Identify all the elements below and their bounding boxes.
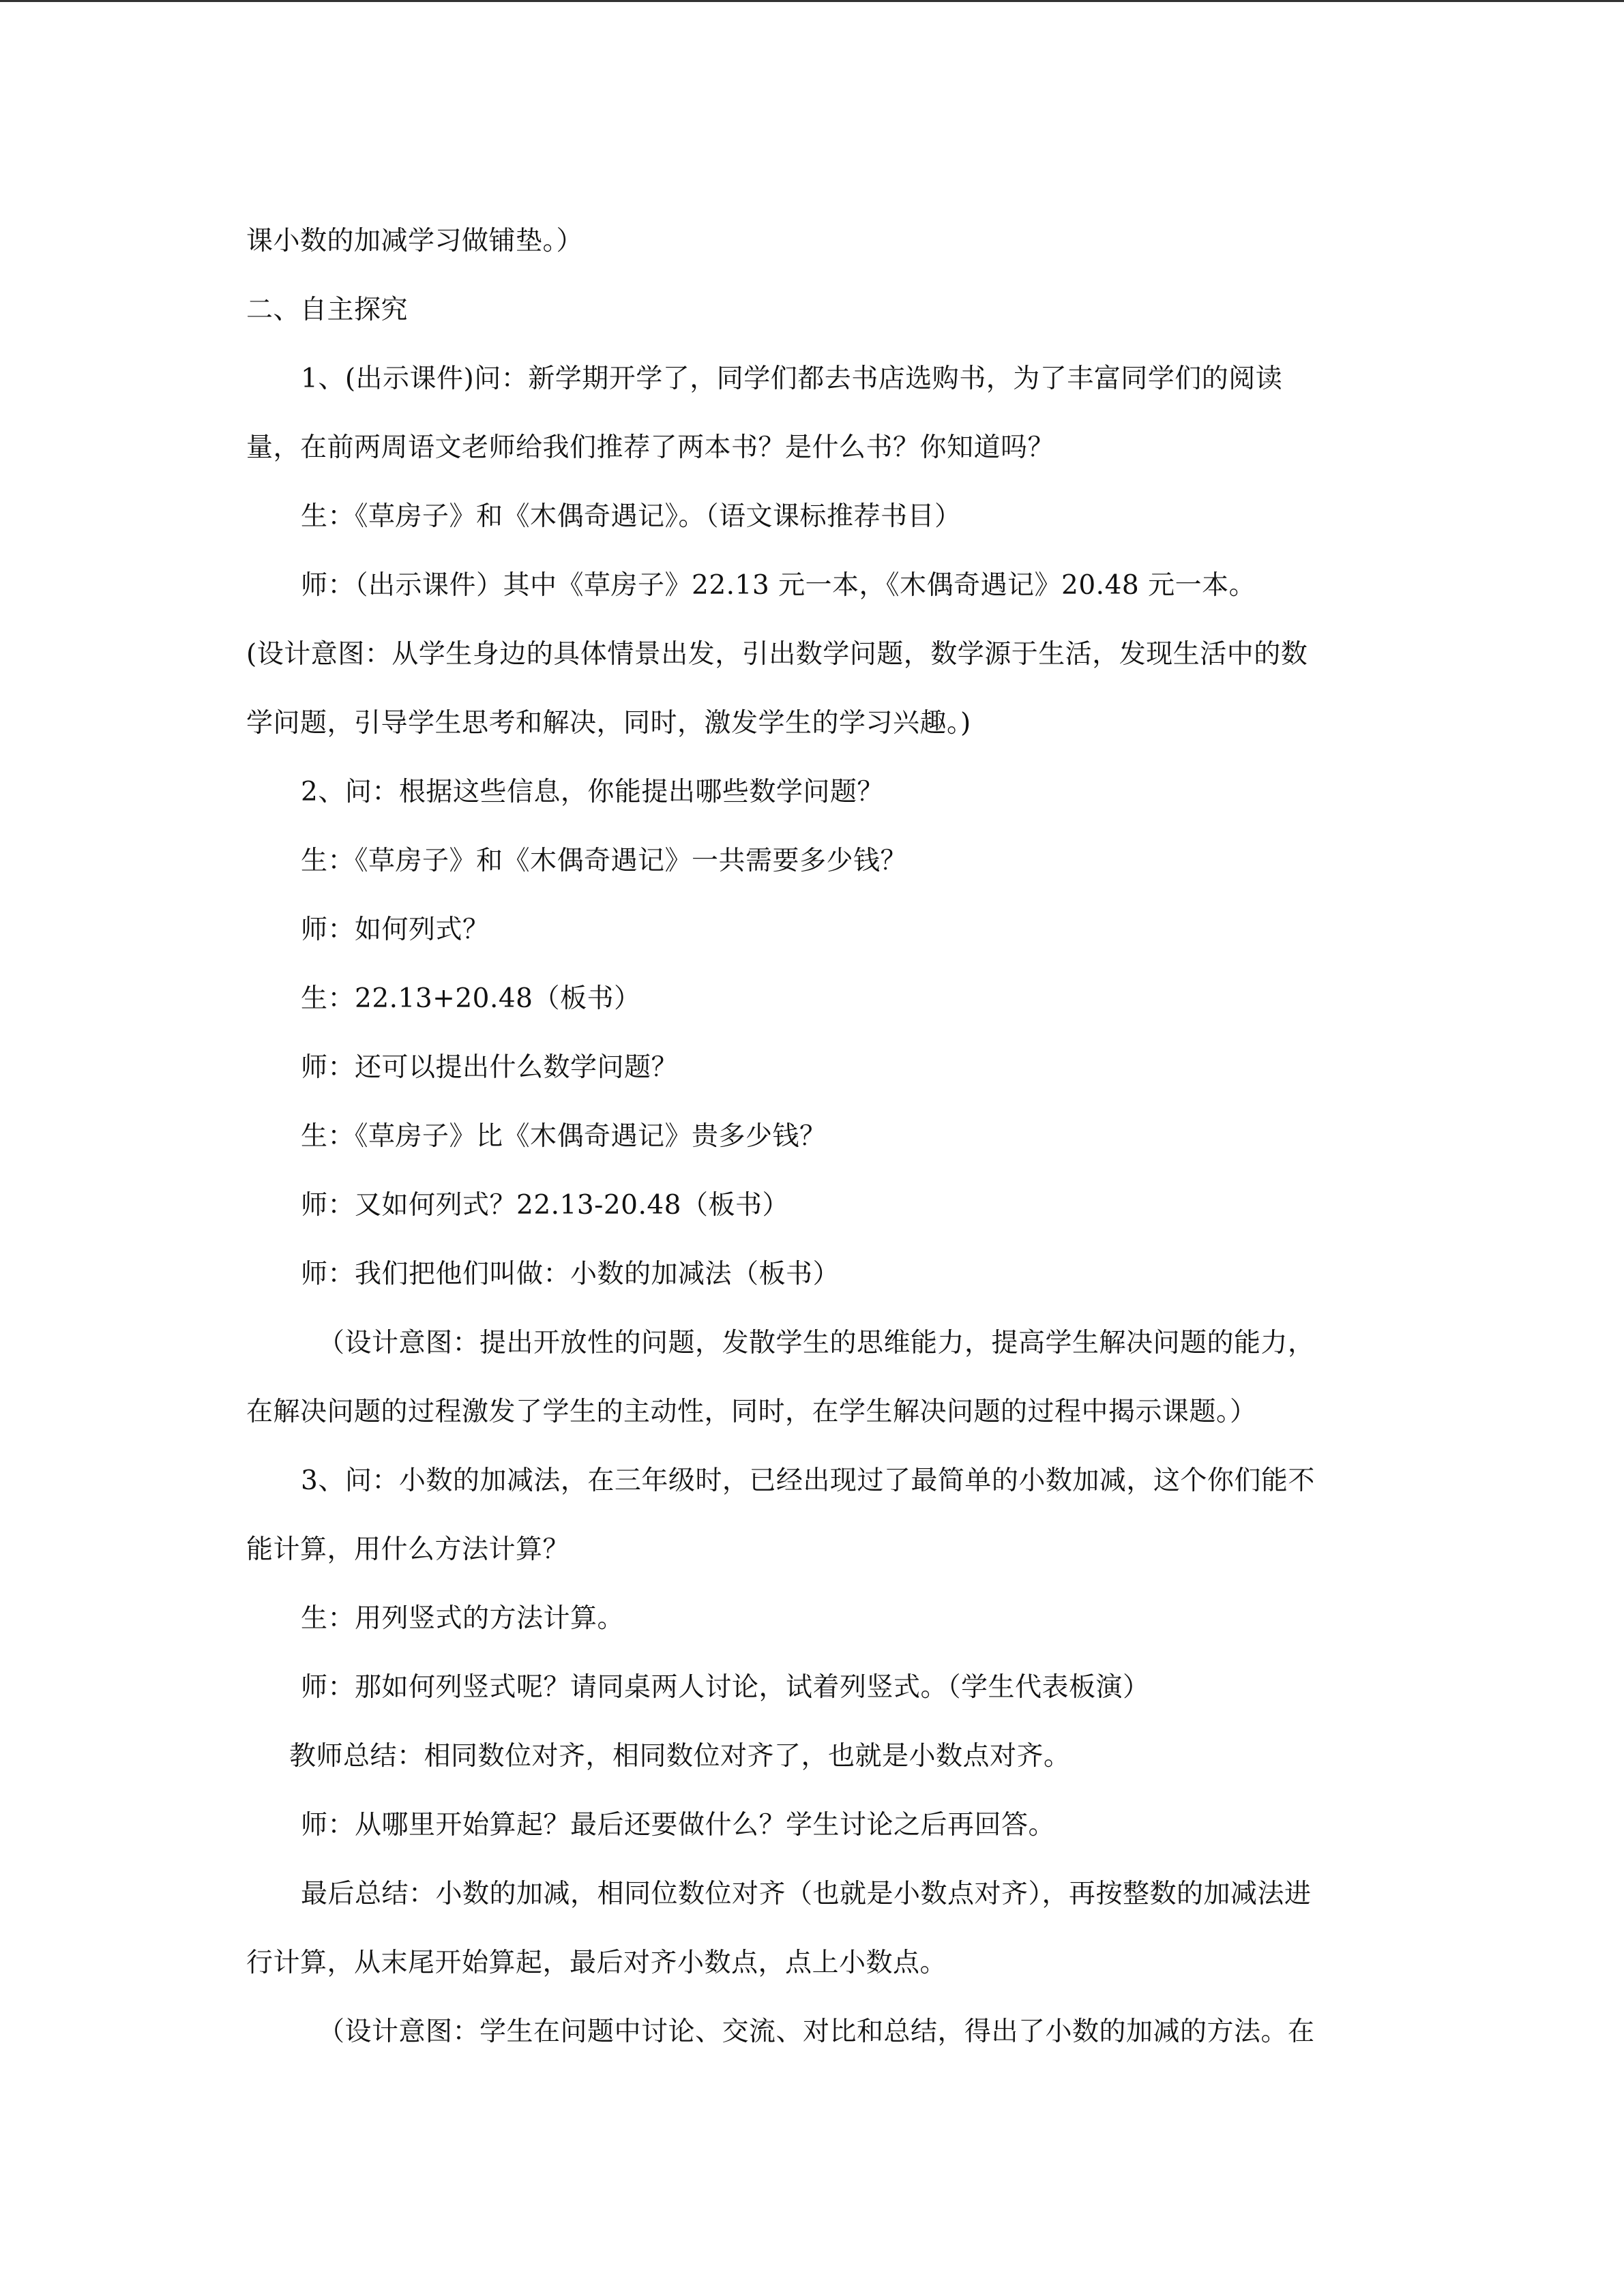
dialogue-line: 师：我们把他们叫做：小数的加减法（板书） (301, 1259, 840, 1289)
paragraph-line: 课小数的加减学习做铺垫。） (246, 226, 584, 256)
section-heading: 二、自主探究 (246, 295, 409, 325)
design-intent-note: 在解决问题的过程激发了学生的主动性，同时，在学生解决问题的过程中揭示课题。） (246, 1397, 1257, 1427)
dialogue-line: 师：还可以提出什么数学问题？ (301, 1052, 679, 1083)
dialogue-line: 生：《草房子》比《木偶奇遇记》贵多少钱？ (301, 1121, 827, 1152)
design-intent-note: (设计意图：从学生身边的具体情景出发，引出数学问题，数学源于生活，发现生活中的数 (246, 639, 1308, 670)
dialogue-line: 师：又如何列式？22.13-20.48（板书） (301, 1190, 789, 1221)
dialogue-line: 生：用列竖式的方法计算。 (301, 1603, 625, 1634)
paragraph-line: 3、问：小数的加减法，在三年级时，已经出现过了最简单的小数加减，这个你们能不 (301, 1465, 1315, 1496)
dialogue-line: 师：从哪里开始算起？最后还要做什么？学生讨论之后再回答。 (301, 1810, 1056, 1840)
paragraph-line: 1、(出示课件)问：新学期开学了，同学们都去书店选购书，为了丰富同学们的阅读 (301, 363, 1283, 394)
paragraph-line: 2、问：根据这些信息，你能提出哪些数学问题？ (301, 777, 884, 807)
dialogue-line: 生：22.13+20.48（板书） (301, 983, 641, 1014)
summary-line: 最后总结：小数的加减，相同位数位对齐（也就是小数点对齐），再按整数的加减法进 (301, 1879, 1312, 1909)
design-intent-note: 学问题，引导学生思考和解决，同时，激发学生的学习兴趣。) (246, 708, 971, 739)
dialogue-line: 生：《草房子》和《木偶奇遇记》一共需要多少钱？ (301, 846, 908, 876)
paragraph-line: 能计算，用什么方法计算？ (246, 1534, 570, 1565)
summary-line: 教师总结：相同数位对齐，相同数位对齐了，也就是小数点对齐。 (289, 1741, 1071, 1772)
paragraph-line: 量，在前两周语文老师给我们推荐了两本书？是什么书？你知道吗？ (246, 432, 1055, 463)
document-body (246, 207, 1378, 2066)
dialogue-line: 师：那如何列竖式呢？请同桌两人讨论，试着列竖式。（学生代表板演） (301, 1672, 1150, 1703)
dialogue-line: 师：如何列式？ (301, 914, 490, 945)
design-intent-note: （设计意图：学生在问题中讨论、交流、对比和总结，得出了小数的加减的方法。在 (318, 2016, 1315, 2047)
summary-line: 行计算，从末尾开始算起，最后对齐小数点，点上小数点。 (246, 1948, 947, 1978)
design-intent-note: （设计意图：提出开放性的问题，发散学生的思维能力，提高学生解决问题的能力， (318, 1328, 1315, 1358)
dialogue-line: 生：《草房子》和《木偶奇遇记》。（语文课标推荐书目） (301, 501, 962, 532)
dialogue-line: 师：（出示课件）其中《草房子》22.13 元一本，《木偶奇遇记》20.48 元一本。 (301, 570, 1256, 601)
